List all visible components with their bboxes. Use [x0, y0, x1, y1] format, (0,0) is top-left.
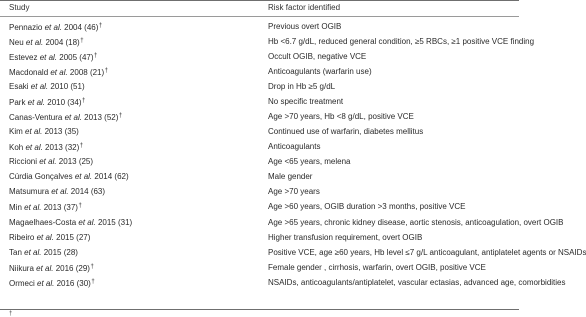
study-cell: [9, 215, 132, 230]
study-author: Ormeci: [9, 278, 37, 288]
risk-factor-cell: Higher transfusion requirement, overt OGIB: [268, 232, 423, 242]
study-cell: [9, 260, 94, 275]
table-header-row: [0, 0, 519, 16]
dagger-mark: †: [78, 203, 82, 210]
dagger-mark: †: [104, 67, 109, 74]
dagger-mark: †: [94, 52, 98, 59]
study-etal: et al.: [39, 157, 57, 167]
study-cell: [9, 19, 102, 34]
study-year-ref: 2014 (62): [92, 172, 129, 182]
study-year-ref: 2016 (29): [53, 263, 90, 273]
risk-factor-cell: Male gender: [268, 172, 313, 182]
study-etal: et al.: [24, 203, 42, 213]
study-year-ref: 2013 (37): [41, 203, 78, 213]
study-author: Niikura: [9, 263, 37, 273]
header-study: Study: [9, 3, 30, 12]
risk-factor-cell: Drop in Hb ≥5 g/dL: [268, 81, 336, 91]
study-author: Min: [9, 203, 25, 213]
study-cell: [9, 109, 122, 124]
footnote-marker: †: [9, 311, 13, 317]
study-etal: et al.: [78, 217, 96, 227]
study-etal: et al.: [27, 97, 46, 107]
risk-factor-cell: Continued use of warfarin, diabetes mellitus: [268, 127, 424, 137]
dagger-mark: †: [80, 37, 84, 44]
table-header-rule: [0, 16, 519, 17]
table-row: [0, 79, 519, 94]
table-row: [0, 64, 519, 79]
table-row: [0, 275, 566, 290]
study-etal: et al.: [30, 81, 49, 91]
study-year-ref: 2010 (51): [48, 81, 85, 91]
study-author: Cúrdia Gonçalves: [9, 172, 75, 182]
study-etal: et al.: [25, 143, 43, 153]
table-row: [0, 109, 519, 124]
table-row: [0, 19, 519, 34]
study-year-ref: 2005 (47): [57, 52, 94, 62]
study-cell: [9, 275, 95, 290]
study-year-ref: 2013 (35): [42, 127, 79, 137]
study-author: Ribeiro: [9, 232, 37, 242]
risk-factor-cell: Anticoagulants (warfarin use): [268, 66, 372, 76]
study-etal: et al.: [37, 278, 55, 288]
risk-factor-cell: Occult OGIB, negative VCE: [268, 51, 367, 61]
dagger-mark: †: [118, 112, 123, 119]
study-etal: et al.: [74, 172, 93, 182]
risk-factor-cell: Age <65 years, melena: [268, 157, 351, 167]
table-row: [0, 215, 564, 230]
study-cell: [9, 184, 105, 199]
study-year-ref: 2004 (46): [61, 22, 99, 32]
table-row: [0, 245, 586, 260]
risk-factor-cell: Female gender , cirrhosis, warfarin, overt OGIB, positive VCE: [268, 262, 486, 272]
study-author: Matsumura: [9, 187, 52, 197]
study-etal: et al.: [36, 232, 54, 242]
table-row: [0, 34, 535, 49]
risk-factor-cell: Anticoagulants: [268, 142, 321, 152]
risk-factor-cell: NSAIDs, anticoagulants/antiplatelet, vascular ectasias, advanced age, comorbidities: [268, 277, 566, 287]
study-cell: [9, 124, 79, 139]
study-etal: et al.: [24, 247, 42, 257]
study-cell: [9, 230, 90, 245]
study-author: Macdonald: [9, 67, 51, 77]
table-row: [0, 124, 519, 139]
dagger-mark: †: [91, 278, 95, 285]
table-row: [0, 199, 519, 214]
study-year-ref: 2013 (25): [56, 157, 94, 167]
study-cell: [9, 169, 129, 184]
dagger-mark: †: [98, 22, 103, 29]
risk-factor-cell: Hb <6.7 g/dL, reduced general condition, ≥5 RBCs, ≥1 positive VCE finding: [268, 36, 535, 46]
table-row: [0, 94, 519, 109]
study-author: Canas-Ventura: [9, 112, 65, 122]
study-cell: [9, 199, 82, 214]
table-bottom-rule: [0, 309, 519, 310]
study-author: Tan: [9, 247, 25, 257]
study-year-ref: 2013 (32): [42, 143, 80, 153]
study-year-ref: 2014 (63): [68, 187, 106, 197]
risk-factor-cell: No specific treatment: [268, 96, 344, 106]
study-year-ref: 2015 (31): [95, 217, 133, 227]
study-author: Magaelhaes-Costa: [9, 217, 79, 227]
study-etal: et al.: [39, 52, 58, 62]
study-author: Riccioni: [9, 157, 40, 167]
risk-factor-cell: Age >60 years, OGIB duration >3 months, positive VCE: [268, 202, 466, 212]
study-cell: [9, 139, 83, 154]
risk-factor-cell: Positive VCE, age ≥60 years, Hb level ≤7 g/L anticoagulant, antiplatelet agents or NSAIDs: [268, 247, 586, 257]
study-author: Neu: [9, 37, 26, 47]
study-year-ref: 2013 (52): [81, 112, 119, 122]
study-cell: [9, 94, 85, 109]
study-cell: [9, 245, 78, 260]
study-etal: et al.: [51, 187, 69, 197]
study-cell: [9, 49, 97, 64]
study-cell: [9, 79, 85, 94]
study-author: Pennazio: [9, 22, 45, 32]
study-author: Estevez: [9, 52, 40, 62]
table-row: [0, 260, 519, 275]
study-cell: [9, 64, 108, 79]
study-author: Park: [9, 97, 28, 107]
dagger-mark: †: [90, 263, 94, 270]
study-author: Esaki: [9, 81, 31, 91]
header-risk-factor: Risk factor identified: [268, 3, 341, 12]
study-etal: et al.: [36, 263, 54, 273]
study-etal: et al.: [25, 37, 44, 47]
study-cell: [9, 34, 84, 49]
study-year-ref: 2008 (21): [67, 67, 105, 77]
dagger-mark: †: [79, 143, 84, 150]
study-year-ref: 2016 (30): [54, 278, 91, 288]
study-cell: [9, 154, 93, 169]
study-year-ref: 2015 (28): [41, 247, 78, 257]
study-year-ref: 2015 (27): [53, 232, 91, 242]
study-author: Koh: [9, 143, 26, 153]
risk-factor-cell: Age >70 years: [268, 187, 320, 197]
study-author: Kim: [9, 127, 25, 137]
table-row: [0, 230, 519, 245]
table-row: [0, 139, 519, 154]
study-etal: et al.: [25, 127, 43, 137]
risk-factor-cell: Age >65 years, chronic kidney disease, aortic stenosis, anticoagulation, overt OGIB: [268, 217, 564, 227]
table-row: [0, 184, 519, 199]
table-row: [0, 49, 519, 64]
study-etal: et al.: [64, 112, 82, 122]
table-row: [0, 169, 519, 184]
risk-factor-cell: Previous overt OGIB: [268, 21, 342, 31]
dagger-mark: †: [81, 97, 86, 104]
study-etal: et al.: [50, 67, 68, 77]
table-row: [0, 154, 519, 169]
study-year-ref: 2010 (34): [45, 97, 82, 107]
risk-factor-cell: Age >70 years, Hb <8 g/dL, positive VCE: [268, 111, 414, 121]
study-year-ref: 2004 (18): [43, 37, 80, 47]
study-etal: et al.: [44, 22, 62, 32]
